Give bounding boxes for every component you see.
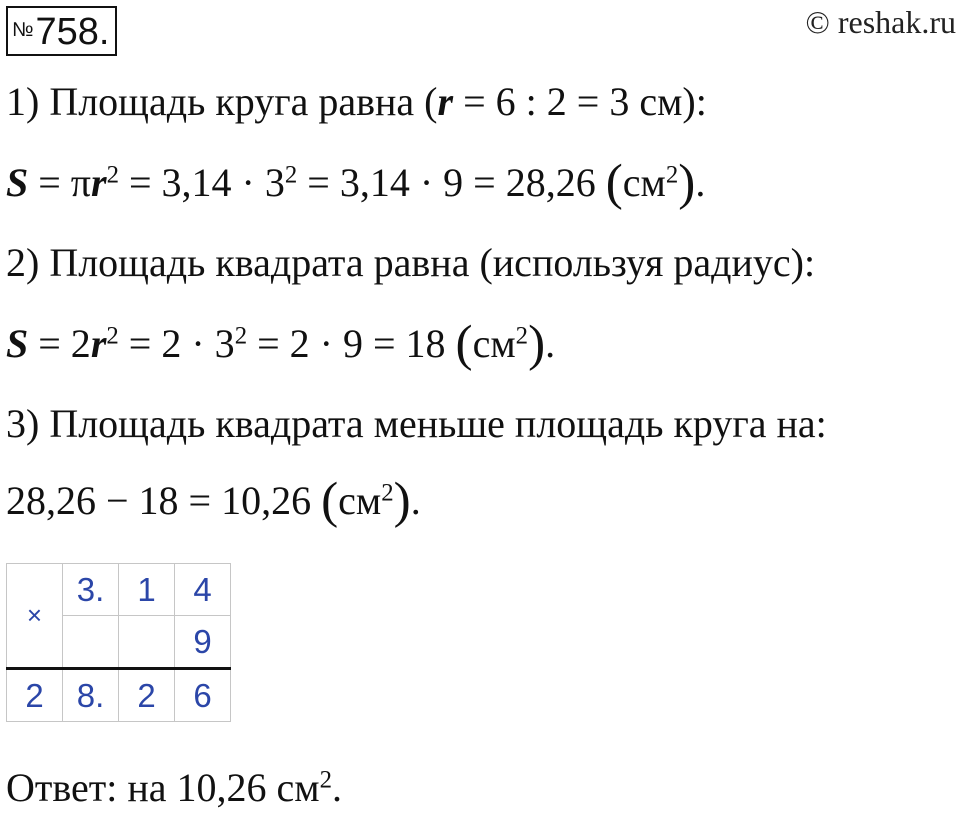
problem-number-badge [6, 6, 117, 56]
problem-number: 758. [35, 11, 110, 53]
formula-2-part2: = 2 · 3 [118, 321, 235, 366]
answer-line [6, 763, 342, 813]
close-paren: ) [393, 472, 411, 530]
multiply-operator: × [7, 564, 63, 669]
formula-2-exponent: 2 [106, 322, 119, 350]
formula-3-unit-exponent: 2 [381, 479, 394, 507]
step-1-suffix: = 6 : 2 = 3 см): [453, 79, 707, 124]
formula-1-unit: см [622, 160, 666, 205]
formula-1-end: . [695, 160, 706, 205]
step-3-text: 3) Площадь квадрата меньше площадь круга на: [6, 401, 827, 446]
result-digit: 8. [63, 669, 119, 722]
formula-1-lhs: S [6, 160, 29, 205]
step-1-text [6, 77, 707, 127]
watermark: © reshak.ru [805, 4, 956, 40]
result-digit: 2 [7, 669, 63, 722]
step-1-prefix: 1) Площадь круга равна ( [6, 79, 438, 124]
circle-area-formula [6, 154, 706, 212]
formula-1-part3: = 3,14 · 9 = 28,26 [297, 160, 606, 205]
answer-exponent: 2 [319, 766, 332, 794]
formula-2-lhs: S [6, 321, 29, 366]
number-sign: № [12, 19, 34, 41]
difference-formula [6, 472, 421, 530]
open-paren: ( [605, 154, 623, 212]
column-multiplication-grid [6, 563, 231, 722]
radius-variable: r [437, 79, 454, 124]
formula-2-end: . [545, 321, 556, 366]
multiplicand-digit: 1 [119, 564, 175, 616]
square-area-formula [6, 315, 556, 373]
answer-text: Ответ: на 10,26 см [6, 765, 320, 810]
formula-3-end: . [410, 478, 421, 523]
close-paren: ) [678, 154, 696, 212]
formula-1-part1: = π [28, 160, 92, 205]
formula-1-exponent-2: 2 [284, 161, 298, 189]
multiplier-digit: 9 [175, 616, 231, 669]
formula-2-unit-exponent: 2 [515, 322, 529, 350]
open-paren: ( [455, 315, 473, 373]
formula-3-unit: см [338, 478, 382, 523]
formula-2-part1: = 2 [28, 321, 91, 366]
formula-2-part3: = 2 · 9 = 18 [247, 321, 456, 366]
result-digit: 2 [119, 669, 175, 722]
multiplicand-digit: 3. [63, 564, 119, 616]
close-paren: ) [528, 315, 546, 373]
step-2-text: 2) Площадь квадрата равна (используя радиус): [6, 240, 816, 285]
multiplier-digit [63, 616, 119, 669]
multiplicand-digit: 4 [175, 564, 231, 616]
result-digit: 6 [175, 669, 231, 722]
formula-1-var: r [91, 160, 107, 205]
formula-3-part1: 28,26 − 18 = 10,26 [6, 478, 322, 523]
formula-2-var: r [90, 321, 107, 366]
formula-2-exponent-2: 2 [234, 322, 248, 350]
formula-2-unit: см [472, 321, 516, 366]
multiplier-digit [119, 616, 175, 669]
formula-1-unit-exponent: 2 [665, 161, 679, 189]
formula-1-exponent: 2 [106, 161, 119, 189]
open-paren: ( [321, 472, 339, 530]
answer-end: . [332, 765, 342, 810]
formula-1-part2: = 3,14 · 3 [119, 160, 285, 205]
